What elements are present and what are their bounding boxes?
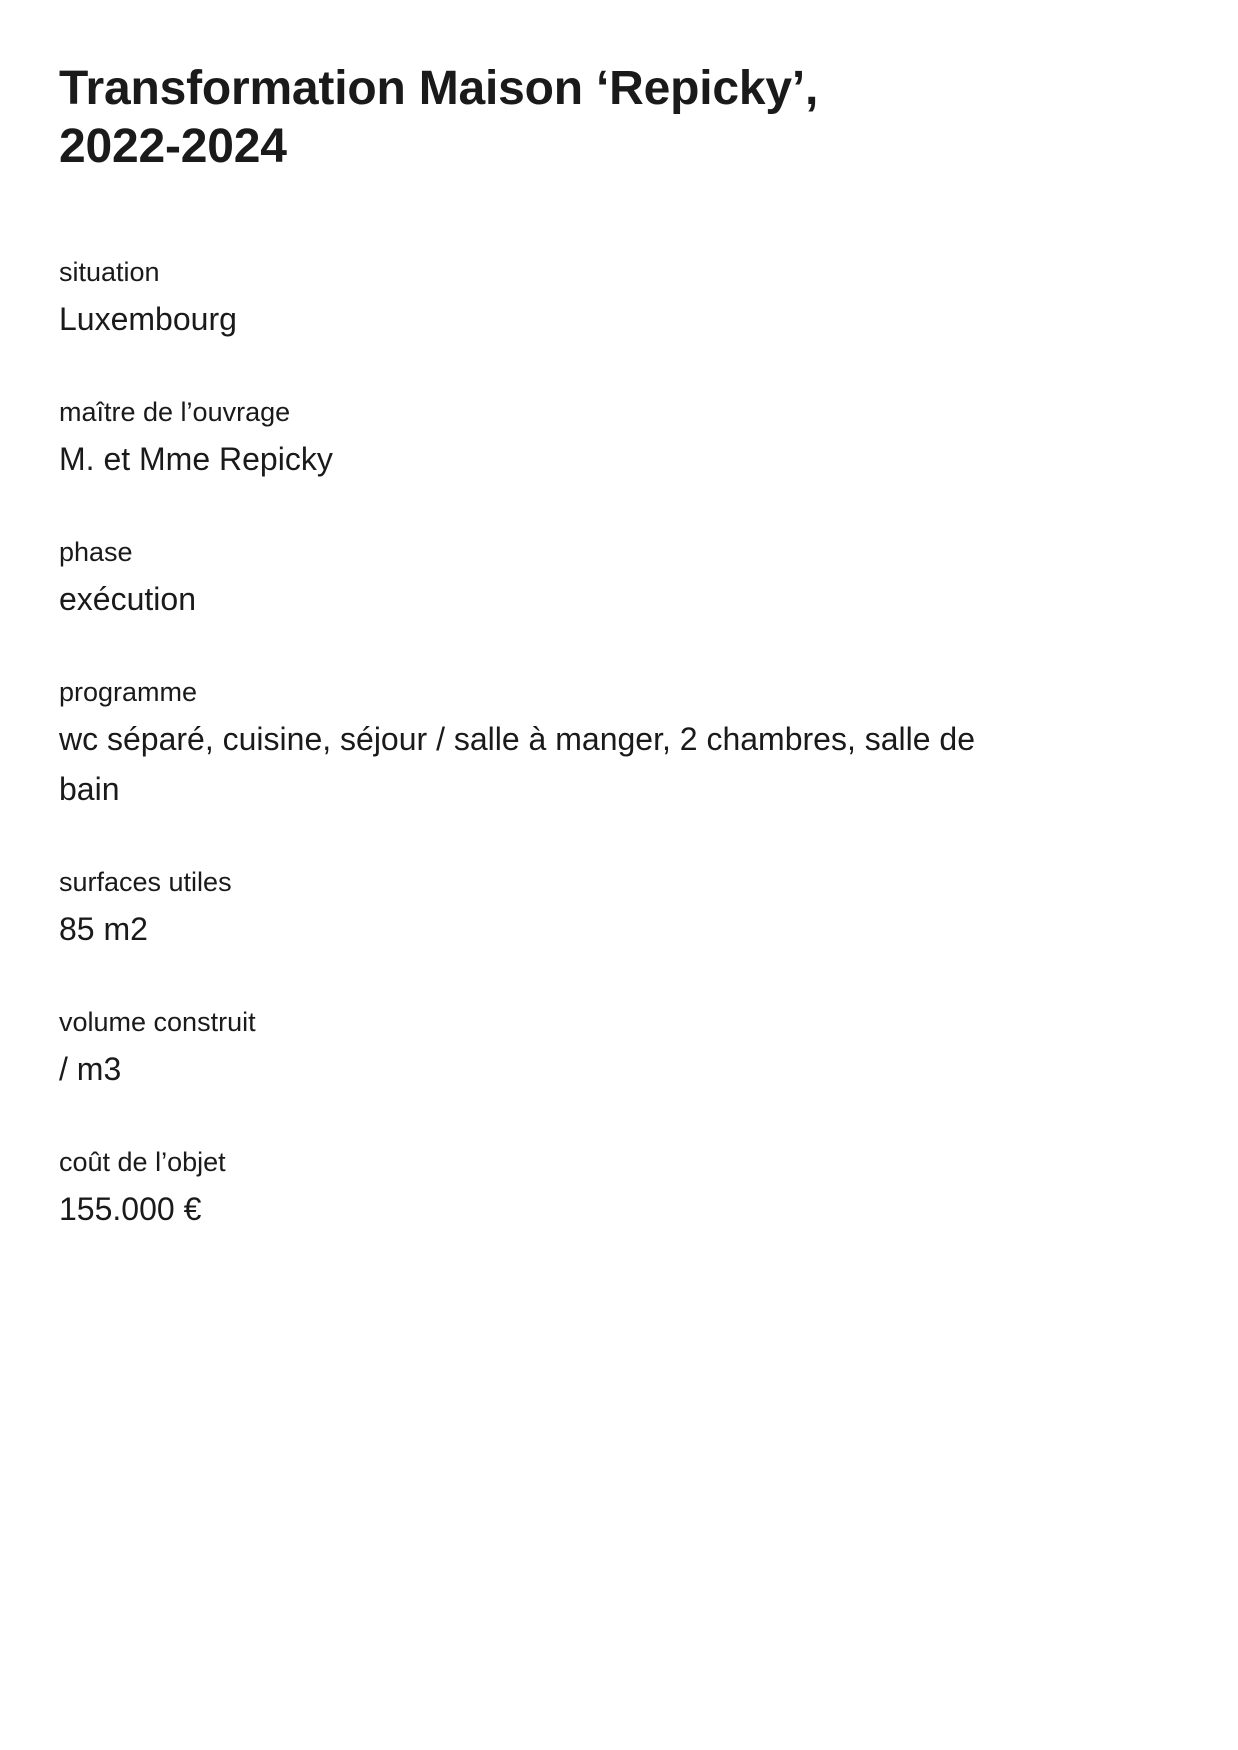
project-fields [59,256,1059,1234]
field-cout-objet [59,1146,1059,1234]
field-maitre-ouvrage [59,396,1059,484]
field-label: situation [59,257,160,287]
field-value: exécution [59,581,196,617]
field-label: phase [59,537,133,567]
field-label: surfaces utiles [59,867,232,897]
field-surfaces-utiles [59,866,1059,954]
page-title [59,60,1059,176]
field-volume-construit [59,1006,1059,1094]
field-label: programme [59,677,198,707]
field-value: wc séparé, cuisine, séjour / salle à manger, 2 chambres, salle de bain [59,721,976,807]
field-value: / m3 [59,1051,122,1087]
field-value: 85 m2 [59,911,148,947]
field-programme [59,676,1059,814]
field-value: Luxembourg [59,301,237,337]
field-phase [59,536,1059,624]
title-line-1: Transformation Maison ‘Repicky’, [59,62,819,115]
field-value: M. et Mme Repicky [59,441,333,477]
field-label: volume construit [59,1007,256,1037]
project-sheet [59,60,1059,1286]
field-label: maître de l’ouvrage [59,397,291,427]
title-line-2: 2022-2024 [59,120,287,173]
field-value: 155.000 € [59,1191,202,1227]
field-label: coût de l’objet [59,1147,226,1177]
field-situation [59,256,1059,344]
